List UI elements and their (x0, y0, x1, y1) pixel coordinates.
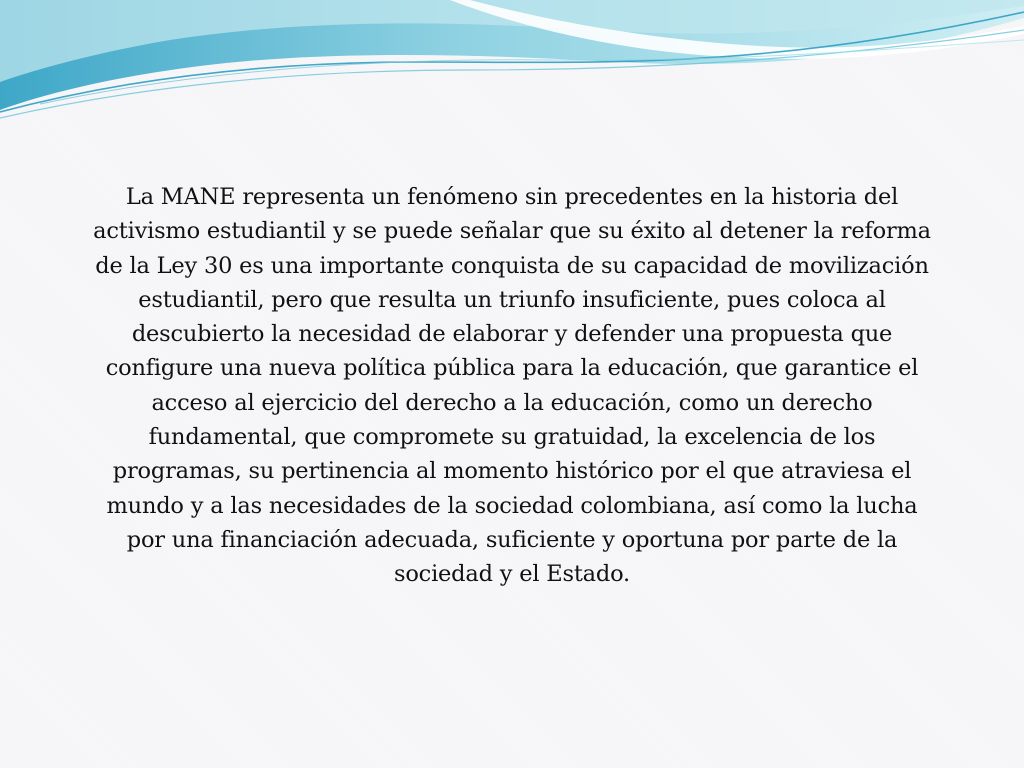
body-paragraph: La MANE representa un fenómeno sin precedentes en la historia del activismo estudiantil y se puede señalar que su éxito al detener la reforma de la Ley 30 es una importante conquista de su capacidad de movilización estudiantil, pero que resulta un triunfo insuficiente, pues coloca al descubierto la necesidad de elaborar y defender una propuesta que configure una nueva política pública para la educación, que garantice el acceso al ejercicio del derecho a la educación, como un derecho fundamental, que compromete su gratuidad, la excelencia de los programas, su pertinencia al momento histórico por el que atraviesa el mundo y a las necesidades de la sociedad colombiana, así como la lucha por una financiación adecuada, suficiente y oportuna por parte de la sociedad y el Estado. (93, 184, 931, 588)
wave-header-decoration (0, 0, 1024, 130)
